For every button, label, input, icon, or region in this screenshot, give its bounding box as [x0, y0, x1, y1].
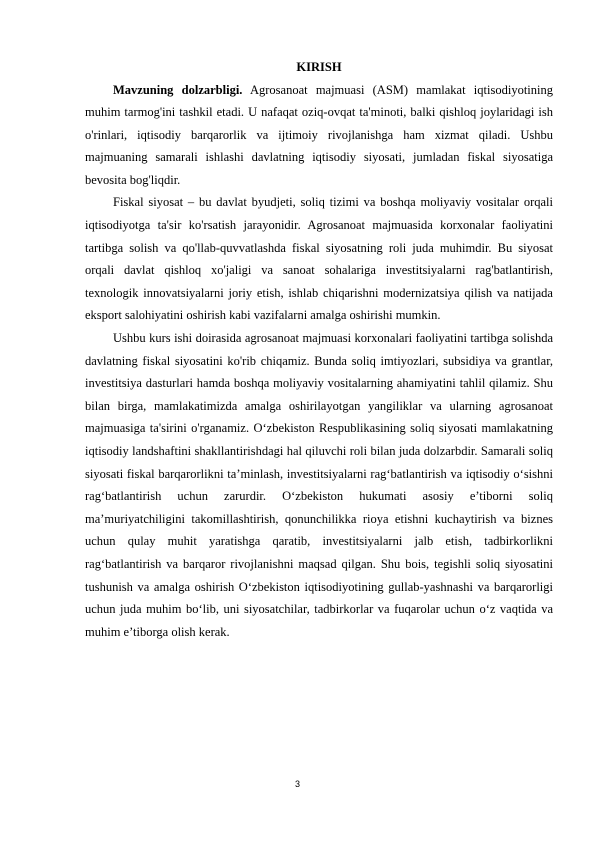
- paragraph-text: Ushbu kurs ishi doirasida agrosanoat majmuasi korxonalari faoliyatini tartibga solishda davlatning fiskal siyosatini ko'rib chiqamiz. Bunda soliq imtiyozlari, subsidiya va grantlar, investitsiya dasturlari hamda boshqa moliyaviy vositalarning ahamiyatini tahlil qilamiz. Shu bilan birga, mamlakatimizda amalga oshirilayotgan yangiliklar va ularning agrosanoat majmuasiga ta'sirini o'rganamiz. O‘zbekiston Respublikasining soliq siyosati mamlakatning iqtisodiy landshaftini shakllantirishdagi hal qiluvchi roli bilan juda dolzarbdir. Samarali soliq siyosati fiskal barqarorlikni ta’minlash, investitsiyalarni rag‘batlantirish va iqtisodiy o‘sishni rag‘batlantirish uchun zarurdir. O‘zbekiston hukumati asosiy e’tiborni soliq ma’muriyatchiligini takomillashtirish, qonunchilikka rioya etishni kuchaytirish va biznes uchun qulay muhit yaratishga qaratib, investitsiyalarni jalb etish, tadbirkorlikni rag‘batlantirish va barqaror rivojlanishni maqsad qilgan. Shu bois, tegishli soliq siyosatini tushunish va amalga oshirish O‘zbekiston iqtisodiyotining gullab-yashnashi va barqarorligi uchun juda muhim bo‘lib, uni siyosatchilar, tadbirkorlar va fuqarolar uchun o‘z vaqtida va muhim e’tiborga olish kerak.: [85, 331, 553, 639]
- paragraph-course-work: [85, 327, 553, 643]
- paragraph-text: Fiskal siyosat – bu davlat byudjeti, soliq tizimi va boshqa moliyaviy vositalar orqali iqtisodiyotga ta'sir ko'rsatish jarayonidir. Agrosanoat majmuasida korxonalar faoliyatini tartibga solish va qo'llab-quvvatlashda fiskal siyosatning roli juda muhimdir. Bu siyosat orqali davlat qishloq xo'jaligi va sanoat sohalariga investitsiyalarni rag'batlantirish, texnologik innovatsiyalarni joriy etish, ishlab chiqarishni modernizatsiya qilish va natijada eksport salohiyatini oshirish kabi vazifalarni amalga oshirishi mumkin.: [85, 195, 553, 323]
- paragraph-relevance: [85, 79, 553, 192]
- section-heading: KIRISH: [296, 60, 342, 74]
- page-number: 3: [294, 779, 300, 789]
- paragraph-text: Agrosanoat majmuasi (ASM) mamlakat iqtisodiyotining muhim tarmog'ini tashkil etadi. U nafaqat oziq-ovqat ta'minoti, balki qishloq joylaridagi ish o'rinlari, iqtisodiy barqarorlik va ijtimoiy rivojlanishga ham xizmat qiladi. Ushbu majmuaning samarali ishlashi davlatning iqtisodiy siyosati, jumladan fiskal siyosatiga bevosita bog'liqdir.: [85, 82, 553, 187]
- paragraph-fiscal-policy: [85, 191, 553, 327]
- paragraph-lead: Mavzuning dolzarbligi.: [113, 82, 243, 97]
- page-content: [85, 56, 553, 643]
